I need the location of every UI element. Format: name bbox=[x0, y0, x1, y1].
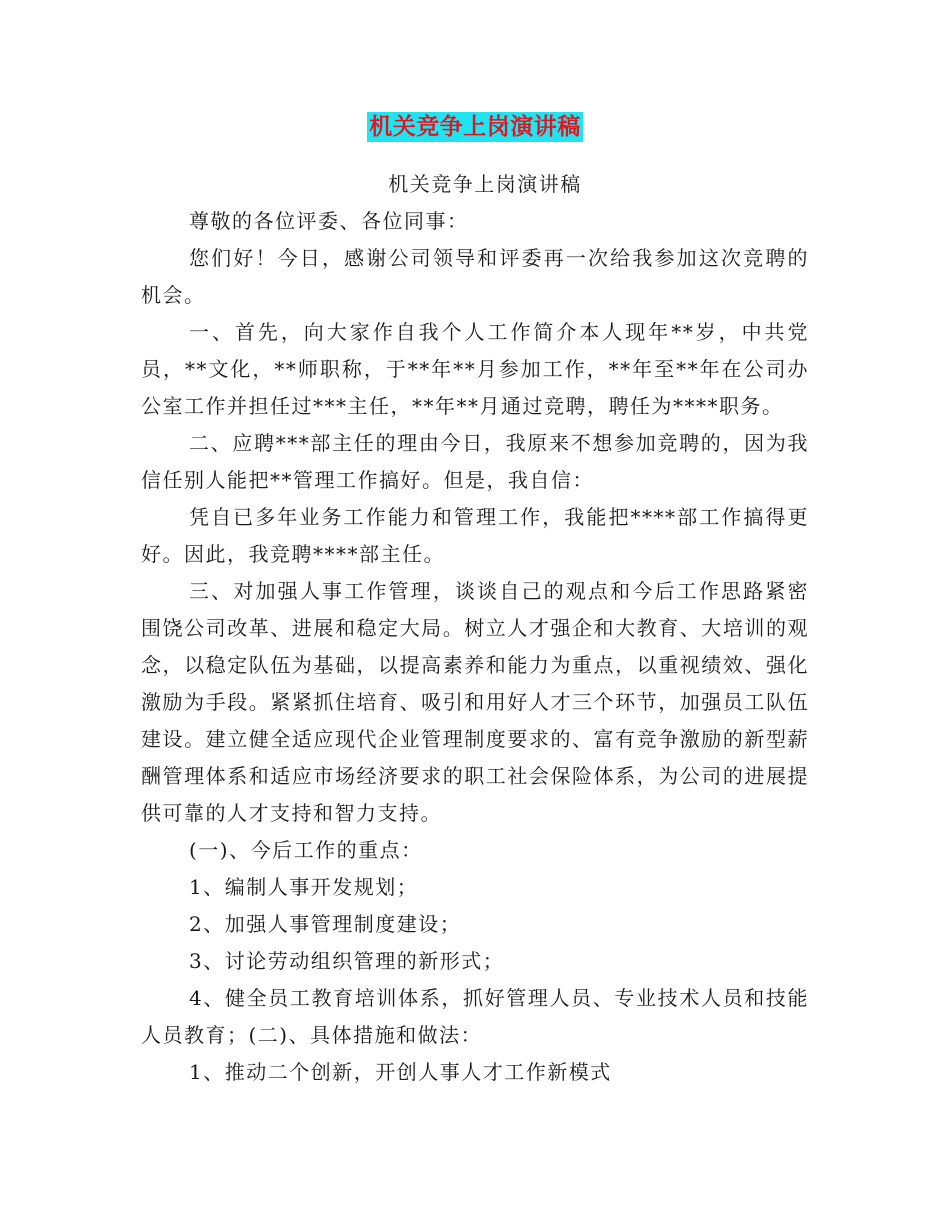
list-item-focus-2: 2、加强人事管理制度建设； bbox=[189, 912, 462, 936]
list-item-focus-4: 4、健全员工教育培训体系，抓好管理人员、专业技术人员和技能人员教育；(二)、具体措施和做法： bbox=[141, 986, 809, 1047]
paragraph-management-ideas: 三、对加强人事工作管理，谈谈自己的观点和今后工作思路紧密围饶公司改革、进展和稳定大局。树立人才强企和大教育、大培训的观念，以稳定队伍为基础，以提高素养和能力为重点，以重视绩效、强化激励为手段。紧紧抓住培育、吸引和用好人才三个环节，加强员工队伍建设。建立健全适应现代企业管理制度要求的、富有竞争激励的新型薪酬管理体系和适应市场经济要求的职工社会保险体系，为公司的进展提供可靠的人才支持和智力支持。 bbox=[141, 579, 809, 825]
paragraph-focus-heading: (一)、今后工作的重点： bbox=[189, 838, 423, 862]
title-row bbox=[0, 112, 950, 142]
paragraph-reason: 二、应聘***部主任的理由今日，我原来不想参加竞聘的，因为我信任别人能把**管理工作搞好。但是，我自信： bbox=[141, 431, 809, 492]
paragraph-self-introduction: 一、首先，向大家作自我个人工作简介本人现年**岁，中共党员，**文化，**师职称，于**年**月参加工作，**年至**年在公司办公室工作并担任过***主任，**年**月通过竞聘，聘任为****职务。 bbox=[141, 320, 809, 418]
paragraph-salutation: 尊敬的各位评委、各位同事： bbox=[189, 209, 469, 233]
document-body bbox=[141, 166, 809, 1091]
paragraph-confidence: 凭自已多年业务工作能力和管理工作，我能把****部工作搞得更好。因此，我竞聘****部主任。 bbox=[141, 505, 809, 566]
document-title: 机关竞争上岗演讲稿 bbox=[369, 114, 581, 140]
list-item-focus-3: 3、讨论劳动组织管理的新形式； bbox=[189, 949, 505, 973]
list-item-measures-1: 1、推动二个创新，开创人事人才工作新模式 bbox=[189, 1060, 612, 1084]
paragraph-greeting: 您们好！今日，感谢公司领导和评委再一次给我参加这次竞聘的机会。 bbox=[141, 246, 809, 307]
list-item-focus-1: 1、编制人事开发规划； bbox=[189, 875, 419, 899]
document-subtitle: 机关竞争上岗演讲稿 bbox=[388, 172, 582, 196]
